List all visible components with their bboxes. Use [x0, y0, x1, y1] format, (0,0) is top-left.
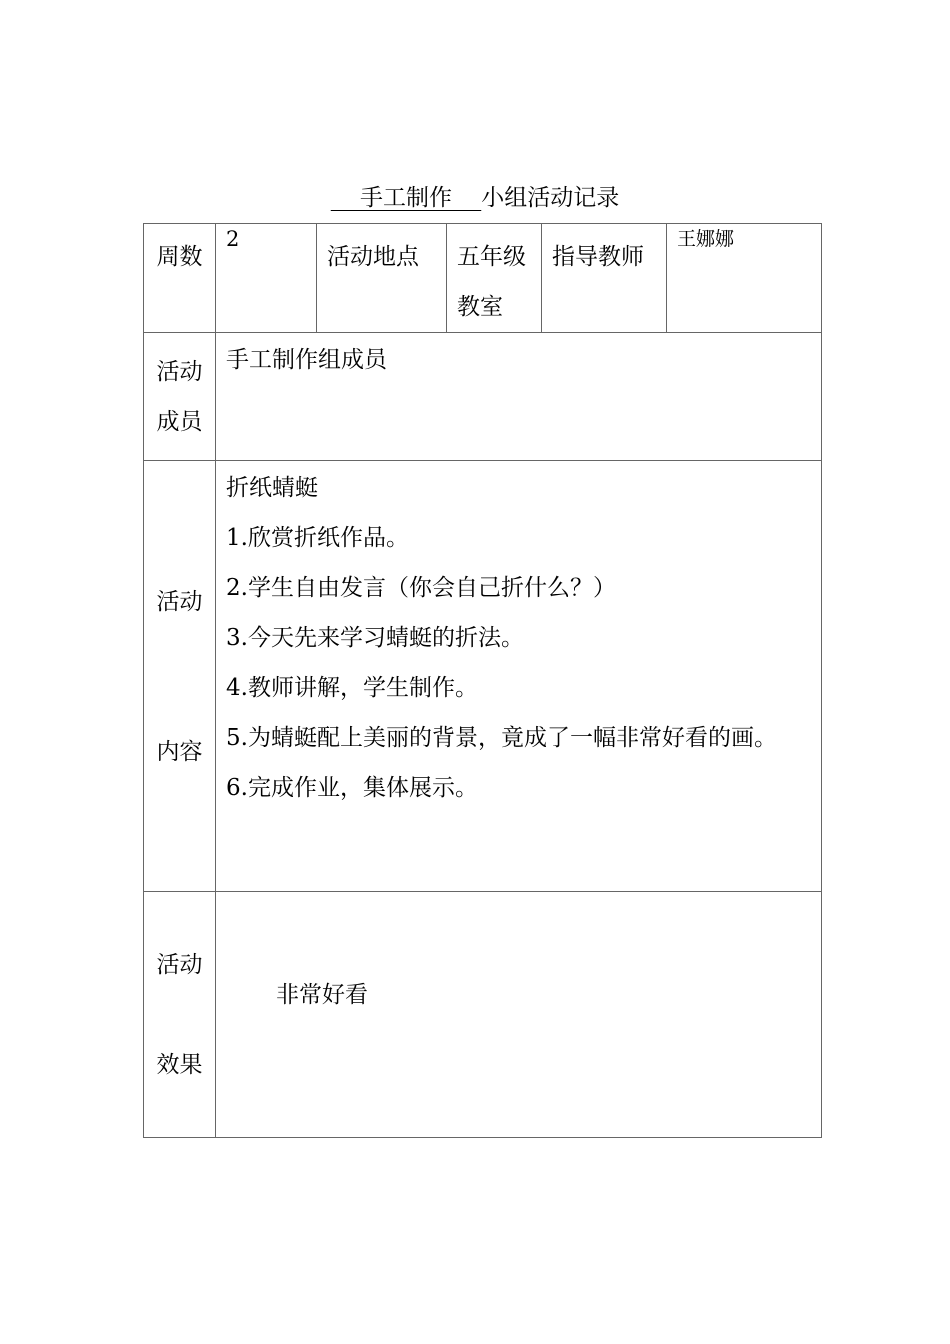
teacher-value-cell — [667, 224, 822, 333]
content-lines — [216, 461, 821, 813]
teacher-label-cell — [542, 224, 667, 333]
content-label-line1: 活动 — [156, 589, 203, 615]
effect-label-line2: 效果 — [156, 1052, 203, 1078]
members-label-line1: 活动 — [156, 359, 203, 385]
members-row — [144, 333, 822, 461]
content-line: 折纸蜻蜓 — [226, 475, 318, 501]
week-value: 2 — [226, 227, 240, 251]
effect-value-cell — [216, 892, 822, 1138]
content-label-line2: 内容 — [156, 739, 203, 765]
week-label-cell — [144, 224, 216, 333]
title-rest: 小组活动记录 — [481, 185, 620, 211]
teacher-value: 王娜娜 — [677, 228, 735, 250]
content-line: 6.完成作业，集体展示。 — [226, 775, 478, 801]
week-label: 周数 — [156, 244, 203, 270]
header-row — [144, 224, 822, 333]
content-line: 4.教师讲解，学生制作。 — [226, 675, 478, 701]
content-label-cell — [144, 461, 216, 892]
title-underlined-part — [331, 185, 482, 211]
teacher-label: 指导教师 — [552, 244, 644, 270]
content-line: 5.为蜻蜓配上美丽的背景，竟成了一幅非常好看的画。 — [226, 725, 777, 751]
content-line: 3.今天先来学习蜻蜓的折法。 — [226, 625, 524, 651]
effect-label-line1: 活动 — [156, 952, 203, 978]
activity-record-table — [143, 223, 822, 1138]
members-label-cell — [144, 333, 216, 461]
effect-value: 非常好看 — [276, 982, 368, 1008]
location-value-cell — [447, 224, 542, 333]
location-value-line1: 五年级 — [457, 244, 526, 270]
content-line: 2.学生自由发言（你会自己折什么？） — [226, 575, 616, 601]
location-label-cell — [317, 224, 447, 333]
content-line: 1.欣赏折纸作品。 — [226, 525, 409, 551]
title-activity-name: 手工制作 — [360, 185, 452, 211]
week-value-cell — [216, 224, 317, 333]
members-label-line2: 成员 — [156, 409, 203, 435]
content-row — [144, 461, 822, 892]
location-value-line2: 教室 — [457, 294, 503, 320]
location-label: 活动地点 — [327, 244, 419, 270]
effect-label-cell — [144, 892, 216, 1138]
effect-row — [144, 892, 822, 1138]
members-value: 手工制作组成员 — [226, 347, 387, 373]
members-value-cell — [216, 333, 822, 461]
location-value — [447, 224, 541, 332]
content-value-cell — [216, 461, 822, 892]
document-title — [0, 182, 950, 214]
